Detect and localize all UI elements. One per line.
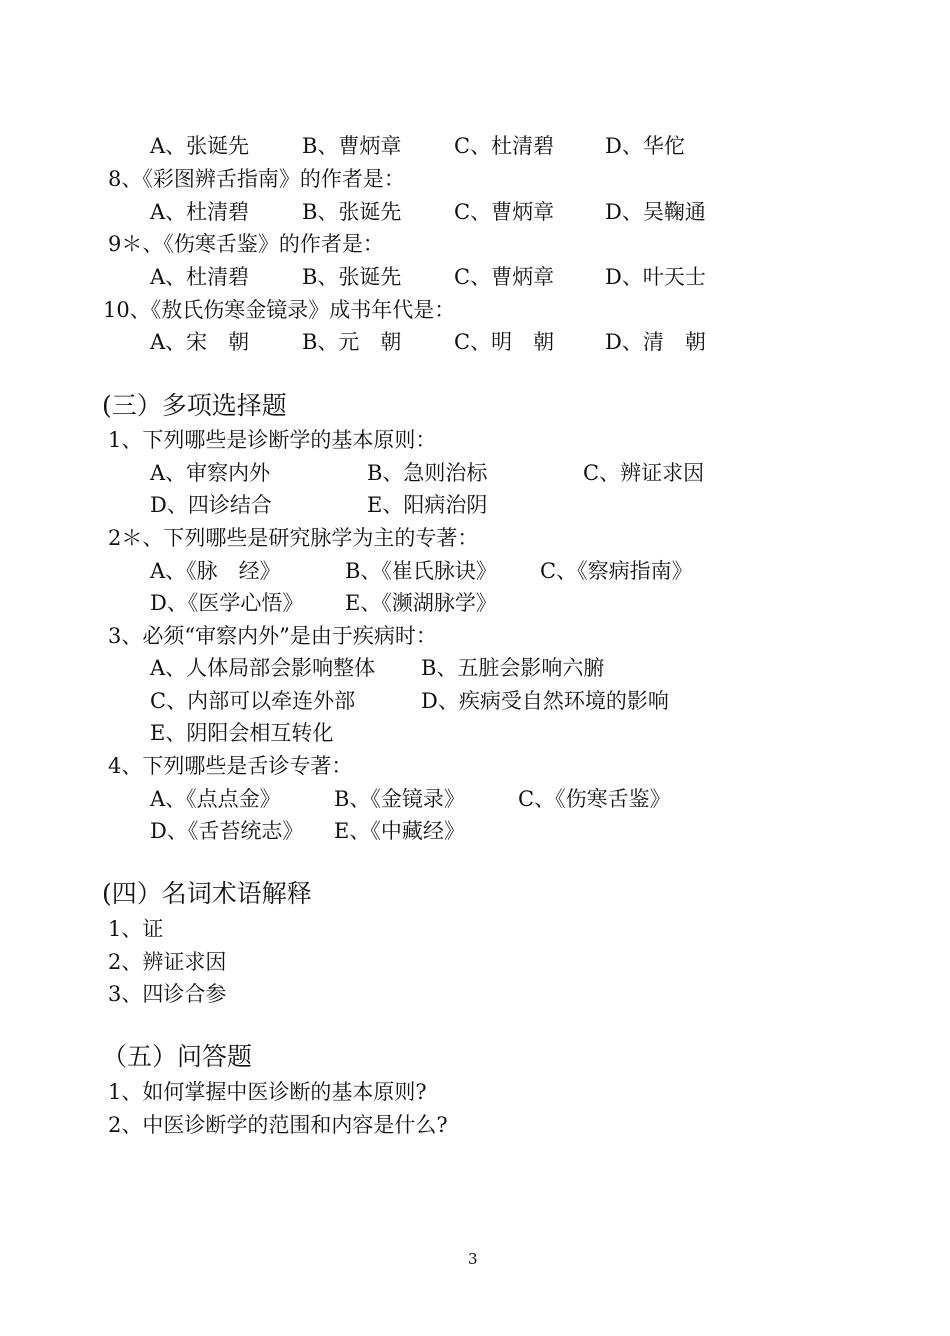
q8-option-c: C、曹炳章: [454, 200, 555, 224]
section-5-title: （五）问答题: [102, 1042, 253, 1071]
s3-q3-option-a: A、人体局部会影响整体: [150, 656, 376, 680]
s4-item-1: 1、证: [108, 917, 164, 941]
page-number: 3: [468, 1250, 478, 1268]
q9-option-d: D、叶天士: [605, 265, 706, 289]
s3-q3-option-d: D、疾病受自然环境的影响: [421, 689, 669, 713]
s3-q2-stem: 2＊、下列哪些是研究脉学为主的专著：: [108, 526, 479, 550]
s3-q4-option-e: E、《中藏经》: [334, 819, 465, 843]
s3-q4-option-d: D、《舌苔统志》: [150, 819, 304, 843]
q8-stem: 8、《彩图辨舌指南》的作者是：: [108, 167, 405, 191]
s3-q4-option-a: A、《点点金》: [150, 787, 281, 811]
s3-q3-stem: 3、必须“审察内外”是由于疾病时：: [108, 624, 437, 648]
q10-option-a: A、宋 朝: [150, 330, 250, 354]
q9-option-c: C、曹炳章: [454, 265, 555, 289]
q7-option-d: D、华佗: [605, 134, 685, 158]
q7-option-c: C、杜清碧: [454, 134, 555, 158]
s3-q2-option-b: B、《崔氏脉诀》: [345, 559, 497, 583]
s3-q1-option-c: C、辨证求因: [583, 461, 705, 485]
s5-item-2: 2、中医诊断学的范围和内容是什么?: [108, 1113, 448, 1137]
s3-q1-option-a: A、审察内外: [150, 461, 271, 485]
s3-q3-option-b: B、五脏会影响六腑: [421, 656, 605, 680]
s3-q2-option-d: D、《医学心悟》: [150, 591, 304, 615]
s3-q4-stem: 4、下列哪些是舌诊专著：: [108, 754, 353, 778]
s3-q3-option-c: C、内部可以牵连外部: [150, 689, 356, 713]
s3-q2-option-c: C、《察病指南》: [540, 559, 693, 583]
q9-option-a: A、杜清碧: [150, 265, 250, 289]
s3-q4-option-b: B、《金镜录》: [334, 787, 465, 811]
s3-q2-option-a: A、《脉 经》: [150, 559, 281, 583]
s3-q3-option-e: E、阴阳会相互转化: [150, 721, 334, 745]
s4-item-2: 2、辨证求因: [108, 950, 227, 974]
q8-option-d: D、吴鞠通: [605, 200, 706, 224]
q10-option-b: B、元 朝: [302, 330, 402, 354]
s3-q1-stem: 1、下列哪些是诊断学的基本原则：: [108, 428, 437, 452]
s3-q1-option-d: D、四诊结合: [150, 493, 272, 517]
s3-q4-option-c: C、《伤寒舌鉴》: [518, 787, 671, 811]
s3-q1-option-b: B、急则治标: [367, 461, 488, 485]
q9-stem: 9＊、《伤寒舌鉴》的作者是：: [108, 232, 384, 256]
q8-option-b: B、张诞先: [302, 200, 402, 224]
s3-q2-option-e: E、《濒湖脉学》: [345, 591, 497, 615]
q10-stem: 10、《敖氏伤寒金镜录》成书年代是：: [103, 298, 456, 322]
s5-item-1: 1、如何掌握中医诊断的基本原则?: [108, 1080, 427, 1104]
section-3-title: (三）多项选择题: [102, 391, 287, 420]
q8-option-a: A、杜清碧: [150, 200, 250, 224]
q10-option-c: C、明 朝: [454, 330, 555, 354]
q7-option-a: A、张诞先: [150, 134, 250, 158]
q9-option-b: B、张诞先: [302, 265, 402, 289]
s3-q1-option-e: E、阳病治阴: [367, 493, 488, 517]
s4-item-3: 3、四诊合参: [108, 982, 227, 1006]
q7-option-b: B、曹炳章: [302, 134, 402, 158]
section-4-title: (四）名词术语解释: [102, 879, 312, 908]
q10-option-d: D、清 朝: [605, 330, 706, 354]
